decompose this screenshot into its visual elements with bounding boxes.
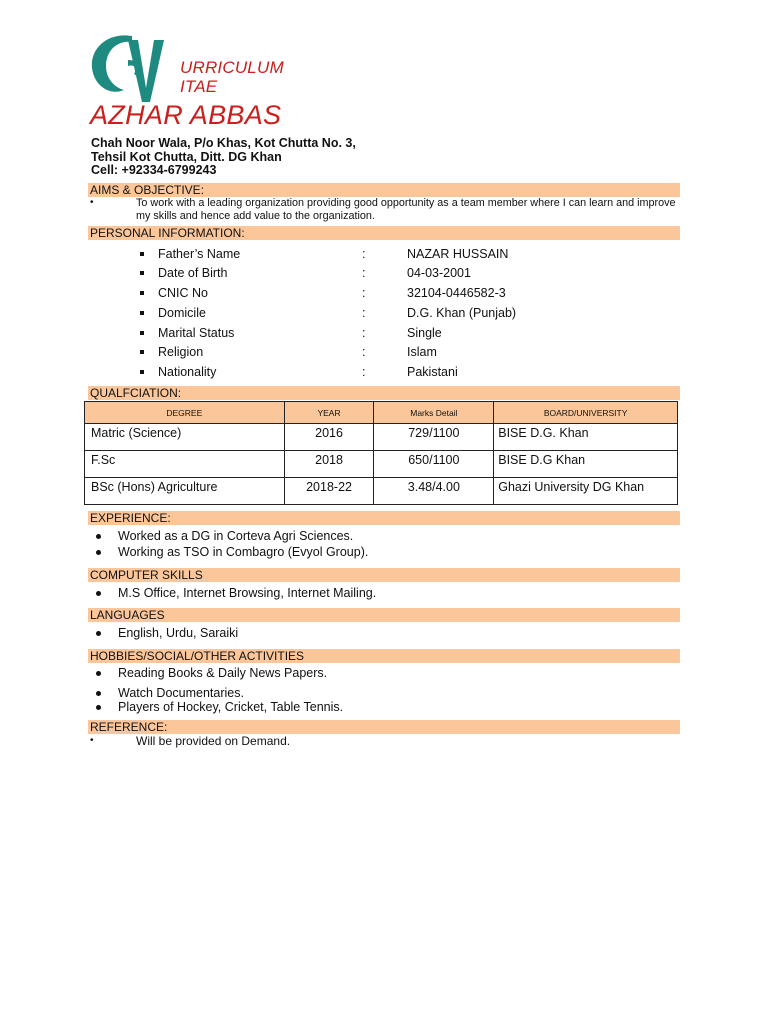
bullet-icon [96,591,101,596]
personal-row [0,345,768,363]
list-item [0,666,768,681]
bullet-icon [96,631,101,636]
personal-separator: : [362,365,366,379]
personal-row [0,247,768,265]
personal-value: Pakistani [407,365,458,379]
cell-year: 2018 [284,451,374,478]
section-heading-reference: REFERENCE: [88,720,680,734]
list-item-text: Watch Documentaries. [118,686,244,700]
list-item-text: Reading Books & Daily News Papers. [118,666,328,680]
list-item-text: English, Urdu, Saraiki [118,626,239,640]
list-item-text: Worked as a DG in Corteva Agri Sciences. [118,529,354,543]
cell-degree: BSc (Hons) Agriculture [85,478,285,505]
square-bullet-icon [140,370,144,374]
personal-value: 32104-0446582-3 [407,286,506,300]
square-bullet-icon [140,271,144,275]
cell-year: 2018-22 [284,478,374,505]
list-item [0,586,768,601]
reference-bullet: • [90,735,94,746]
address-line-1: Chah Noor Wala, P/o Khas, Kot Chutta No. 3, [91,136,356,150]
cv-title-line1: URRICULUM [180,58,284,77]
cv-title-line2: ITAE [180,77,218,96]
bullet-icon [96,550,101,555]
candidate-name: AZHAR ABBAS [90,100,282,130]
address-line-2: Tehsil Kot Chutta, Ditt. DG Khan [91,149,282,164]
square-bullet-icon [140,252,144,256]
col-header-marks: Marks Detail [374,402,494,424]
personal-value: NAZAR HUSSAIN [407,247,509,261]
personal-label: CNIC No [158,286,209,300]
section-heading-experience: EXPERIENCE: [88,511,680,525]
cell-board: BISE D.G. Khan [494,424,678,451]
cv-logo-icon [88,30,168,106]
col-header-year: YEAR [284,402,374,424]
reference-text: Will be provided on Demand. [136,734,291,748]
list-item [0,700,768,715]
section-heading-languages: LANGUAGES [88,608,680,622]
square-bullet-icon [140,291,144,295]
qualification-table [84,401,678,505]
table-header-row [85,402,678,424]
list-item [0,545,768,560]
personal-row [0,365,768,383]
cell-degree: Matric (Science) [85,424,285,451]
personal-label: Nationality [158,365,217,379]
personal-value: D.G. Khan (Punjab) [407,306,517,320]
personal-row [0,266,768,284]
personal-value: 04-03-2001 [407,266,471,280]
personal-value: Islam [407,345,437,359]
cell-marks: 729/1100 [374,424,494,451]
cell-year: 2016 [284,424,374,451]
aims-text: To work with a leading organization providing good opportunity as a team member where I can learn and improve my skills and hence add value to the organization. [136,197,676,222]
personal-separator: : [362,326,366,340]
cell-board: Ghazi University DG Khan [494,478,678,505]
section-heading-personal: PERSONAL INFORMATION: [88,226,680,240]
square-bullet-icon [140,311,144,315]
square-bullet-icon [140,350,144,354]
cell-number: Cell: +92334-6799243 [91,163,217,177]
cell-degree: F.Sc [85,451,285,478]
cell-marks: 650/1100 [374,451,494,478]
list-item [0,529,768,544]
personal-row [0,306,768,324]
personal-row [0,326,768,344]
personal-separator: : [362,306,366,320]
personal-separator: : [362,247,366,261]
personal-row [0,286,768,304]
list-item-text: M.S Office, Internet Browsing, Internet Mailing. [118,586,377,600]
personal-label: Father’s Name [158,247,241,261]
bullet-icon [96,705,101,710]
contact-block [91,137,356,178]
personal-label: Marital Status [158,326,235,340]
section-heading-computer-skills: COMPUTER SKILLS [88,568,680,582]
personal-label: Date of Birth [158,266,228,280]
personal-label: Religion [158,345,204,359]
personal-value: Single [407,326,442,340]
bullet-icon [96,534,101,539]
personal-label: Domicile [158,306,206,320]
cell-marks: 3.48/4.00 [374,478,494,505]
list-item [0,626,768,641]
section-heading-aims: AIMS & OBJECTIVE: [88,183,680,197]
aims-bullet: • [90,197,94,208]
bullet-icon [96,691,101,696]
square-bullet-icon [140,331,144,335]
cell-board: BISE D.G Khan [494,451,678,478]
section-heading-qualification: QUALFCIATION: [88,386,680,400]
list-item [0,686,768,701]
personal-separator: : [362,266,366,280]
table-row [85,478,678,505]
personal-separator: : [362,286,366,300]
personal-separator: : [362,345,366,359]
col-header-board: BOARD/UNIVERSITY [494,402,678,424]
col-header-degree: DEGREE [85,402,285,424]
table-row [85,451,678,478]
bullet-icon [96,671,101,676]
list-item-text: Working as TSO in Combagro (Evyol Group). [118,545,369,559]
table-row [85,424,678,451]
list-item-text: Players of Hockey, Cricket, Table Tennis. [118,700,344,714]
section-heading-hobbies: HOBBIES/SOCIAL/OTHER ACTIVITIES [88,649,680,663]
